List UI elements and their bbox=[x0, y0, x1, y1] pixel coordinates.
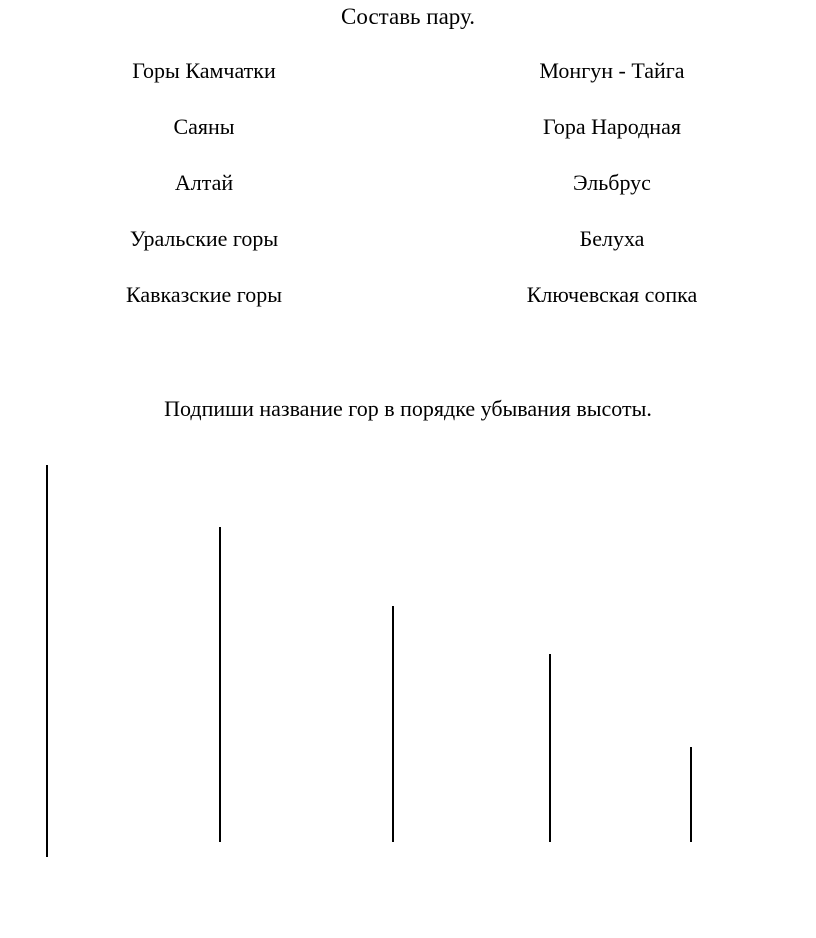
peak-item: Ключевская сопка bbox=[526, 282, 698, 307]
second-task-title: Подпиши название гор в порядке убывания высоты. bbox=[164, 396, 652, 421]
peak-item: Монгун - Тайга bbox=[539, 58, 685, 83]
height-line-5 bbox=[690, 747, 692, 842]
mountain-regions-column bbox=[104, 58, 304, 338]
task-title: Составь пару. bbox=[341, 4, 475, 29]
region-item: Кавказские горы bbox=[125, 282, 283, 307]
height-line-2 bbox=[219, 527, 221, 842]
region-item: Уральские горы bbox=[129, 226, 279, 251]
peaks-column bbox=[496, 58, 728, 338]
peak-item: Эльбрус bbox=[573, 170, 651, 195]
peak-item: Белуха bbox=[579, 226, 645, 251]
region-item: Горы Камчатки bbox=[132, 58, 276, 83]
height-line-4 bbox=[549, 654, 551, 842]
peak-item: Гора Народная bbox=[543, 114, 681, 139]
region-item: Саяны bbox=[173, 114, 235, 139]
height-line-1 bbox=[46, 465, 48, 857]
region-item: Алтай bbox=[174, 170, 234, 195]
height-line-3 bbox=[392, 606, 394, 842]
